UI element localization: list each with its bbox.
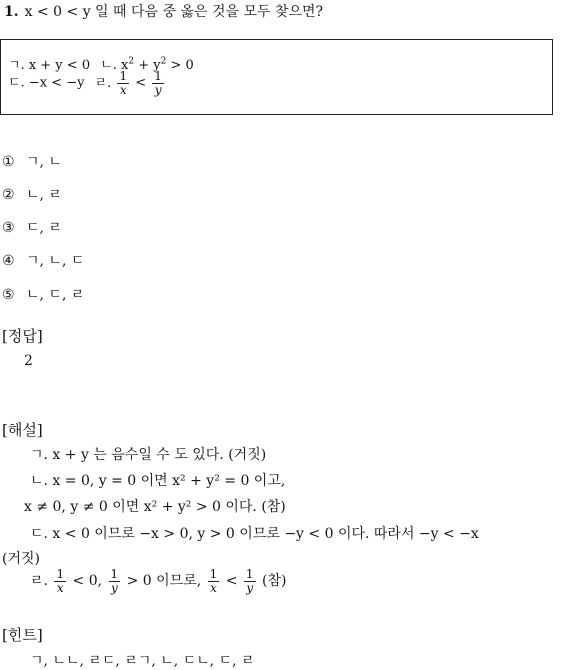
item-b-exp1: 2 bbox=[128, 56, 135, 67]
fraction-1-over-y bbox=[152, 70, 164, 96]
fraction-numerator: 1 bbox=[56, 567, 65, 581]
item-d: ㄹ. bbox=[94, 75, 112, 91]
fraction-denominator: x bbox=[119, 82, 127, 97]
hint-label: [힌트] bbox=[2, 626, 43, 644]
option-5[interactable] bbox=[2, 284, 84, 304]
explanation-line-4: ㄷ. x < 0 이므로 −x > 0, y > 0 이므로 −y < 0 이다. 따라서 −y < −x bbox=[30, 526, 479, 542]
fraction-1-over-y bbox=[109, 568, 121, 594]
fraction-1-over-x bbox=[54, 568, 66, 594]
option-3[interactable] bbox=[2, 217, 62, 237]
inequality-text: > 0 이므로, bbox=[126, 573, 202, 590]
fraction-numerator: 1 bbox=[110, 567, 119, 581]
option-number: ④ bbox=[2, 253, 15, 269]
option-4[interactable] bbox=[2, 250, 84, 270]
option-2[interactable] bbox=[2, 184, 62, 204]
item-b-exp2: 2 bbox=[160, 56, 167, 67]
question bbox=[4, 1, 323, 21]
question-text: x < 0 < y 일 때 다음 중 옳은 것을 모두 찾으면? bbox=[24, 4, 324, 20]
hint-text: ㄱ, ㄴㄴ, ㄹㄷ, ㄹㄱ, ㄴ, ㄷㄴ, ㄷ, ㄹ bbox=[30, 653, 255, 669]
option-number: ⑤ bbox=[2, 287, 15, 303]
fraction-denominator: x bbox=[210, 580, 217, 595]
inequality-text: < 0, bbox=[72, 573, 103, 590]
fraction-numerator: 1 bbox=[245, 567, 254, 581]
explanation-line-5: (거짓) bbox=[2, 551, 40, 567]
fraction-denominator: y bbox=[110, 580, 118, 595]
item-a: ㄱ. x + y < 0 bbox=[8, 58, 91, 73]
fraction-numerator: 1 bbox=[154, 69, 162, 83]
option-number: ③ bbox=[2, 220, 15, 236]
option-1[interactable] bbox=[2, 151, 62, 171]
option-text: ㄷ, ㄹ bbox=[26, 220, 62, 236]
explanation-line-1: ㄱ. x + y 는 음수일 수 도 있다. (거짓) bbox=[30, 447, 267, 463]
fraction-denominator: y bbox=[154, 82, 162, 97]
item-d-label: ㄹ. bbox=[30, 573, 48, 590]
fraction-1-over-x bbox=[208, 568, 220, 594]
answer-label: [정답] bbox=[2, 327, 43, 345]
item-b-base: ㄴ. x bbox=[100, 58, 129, 73]
verdict: (참) bbox=[262, 573, 287, 590]
question-number: 1. bbox=[4, 4, 19, 20]
fraction-numerator: 1 bbox=[209, 567, 218, 581]
explanation-line-2: ㄴ. x = 0, y = 0 이면 x² + y² = 0 이고, bbox=[30, 473, 286, 489]
fraction-denominator: x bbox=[56, 580, 64, 595]
less-than: < bbox=[135, 75, 147, 91]
option-text: ㄴ, ㄹ bbox=[26, 187, 62, 203]
fraction-denominator: y bbox=[246, 580, 254, 595]
fraction-numerator: 1 bbox=[119, 69, 128, 83]
box-row-2 bbox=[8, 70, 166, 96]
fraction-1-over-y bbox=[244, 568, 256, 594]
explanation-label: [해설] bbox=[2, 421, 43, 439]
option-text: ㄴ, ㄷ, ㄹ bbox=[26, 287, 85, 303]
answer-value: 2 bbox=[24, 353, 33, 369]
item-b-end: > 0 bbox=[166, 58, 194, 73]
item-c: ㄷ. −x < −y bbox=[8, 75, 85, 91]
item-b-mid: + y bbox=[134, 58, 161, 73]
option-text: ㄱ, ㄴ bbox=[26, 154, 62, 170]
option-number: ② bbox=[2, 187, 15, 203]
option-number: ① bbox=[2, 154, 15, 170]
explanation-line-3: x ≠ 0, y ≠ 0 이면 x² + y² > 0 이다. (참) bbox=[24, 499, 286, 515]
less-than: < bbox=[225, 573, 238, 590]
fraction-1-over-x bbox=[117, 70, 129, 96]
option-text: ㄱ, ㄴ, ㄷ bbox=[26, 253, 85, 269]
explanation-line-6 bbox=[30, 568, 286, 594]
